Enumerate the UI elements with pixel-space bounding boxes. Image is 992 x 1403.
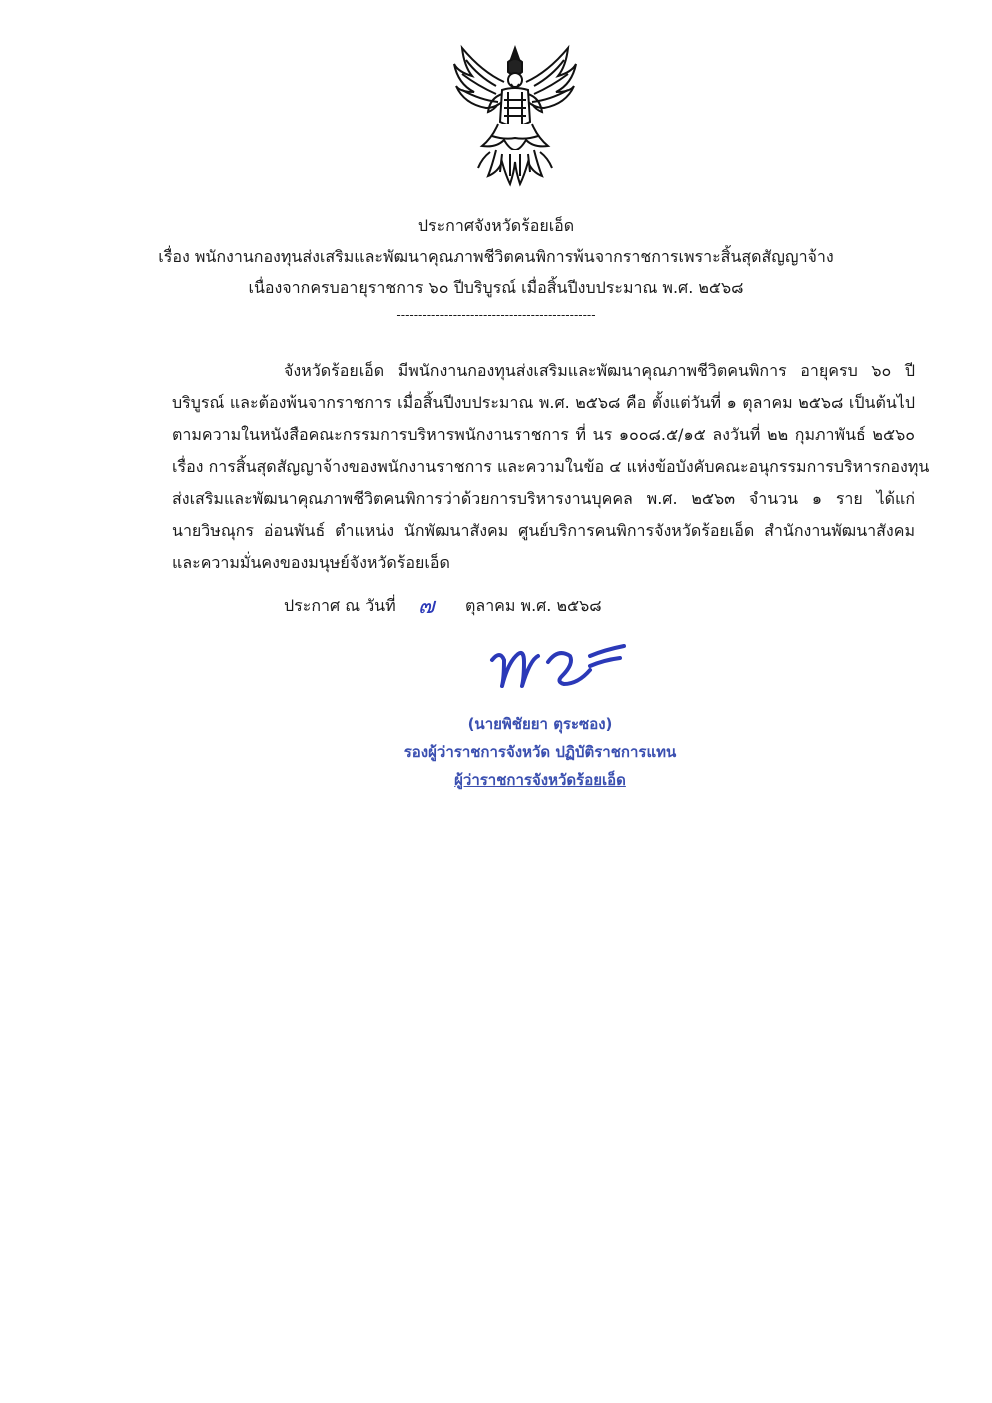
signer-position-2: ผู้ว่าราชการจังหวัดร้อยเอ็ด: [454, 771, 626, 789]
body-line: และความมั่นคงของมนุษย์จังหวัดร้อยเอ็ด: [172, 553, 450, 572]
body-line: นายวิษณุกร อ่อนพันธ์ ตำแหน่ง นักพัฒนาสังคม ศูนย์บริการคนพิการจังหวัดร้อยเอ็ด สำนักงานพัฒนาสังคม: [172, 521, 915, 540]
subject-line-1: เรื่อง พนักงานกองทุนส่งเสริมและพัฒนาคุณภาพชีวิตคนพิการพ้นจากราชการเพราะสิ้นสุดสัญญาจ้าง: [158, 247, 834, 266]
signer-name: (นายพิชัยยา ตุระซอง): [467, 715, 613, 733]
body-line: ตามความในหนังสือคณะกรรมการบริหารพนักงานราชการ ที่ นร ๑๐๐๘.๕/๑๕ ลงวันที่ ๒๒ กุมภาพันธ์ ๒๕๖๐: [172, 425, 915, 444]
subject-line-2: เนื่องจากครบอายุราชการ ๖๐ ปีบริบูรณ์ เมื่อสิ้นปีงบประมาณ พ.ศ. ๒๕๖๘: [248, 278, 744, 297]
body-line: ส่งเสริมและพัฒนาคุณภาพชีวิตคนพิการว่าด้วยการบริหารงานบุคคล พ.ศ. ๒๕๖๓ จำนวน ๑ ราย ได้แก่: [172, 489, 915, 508]
handwritten-signature: [478, 626, 628, 696]
body-line: จังหวัดร้อยเอ็ด มีพนักงานกองทุนส่งเสริมและพัฒนาคุณภาพชีวิตคนพิการ อายุครบ ๖๐ ปี: [284, 361, 915, 380]
announce-month-year: ตุลาคม พ.ศ. ๒๕๖๘: [465, 596, 602, 615]
announce-day: ๗: [418, 594, 435, 619]
body-line: เรื่อง การสิ้นสุดสัญญาจ้างของพนักงานราชการ และความในข้อ ๔ แห่งข้อบังคับคณะอนุกรรมการบริหารกองทุน: [172, 457, 930, 476]
signer-position-1: รองผู้ว่าราชการจังหวัด ปฏิบัติราชการแทน: [403, 743, 677, 761]
header-divider: ----------------------------------------------: [396, 308, 596, 322]
garuda-emblem-icon: [452, 42, 578, 192]
announce-label: ประกาศ ณ วันที่: [284, 596, 396, 615]
body-line: บริบูรณ์ และต้องพ้นจากราชการ เมื่อสิ้นปีงบประมาณ พ.ศ. ๒๕๖๘ คือ ตั้งแต่วันที่ ๑ ตุลาคม ๒๕๖๘ เป็นต้นไป: [172, 393, 915, 412]
document-title: ประกาศจังหวัดร้อยเอ็ด: [417, 216, 575, 235]
